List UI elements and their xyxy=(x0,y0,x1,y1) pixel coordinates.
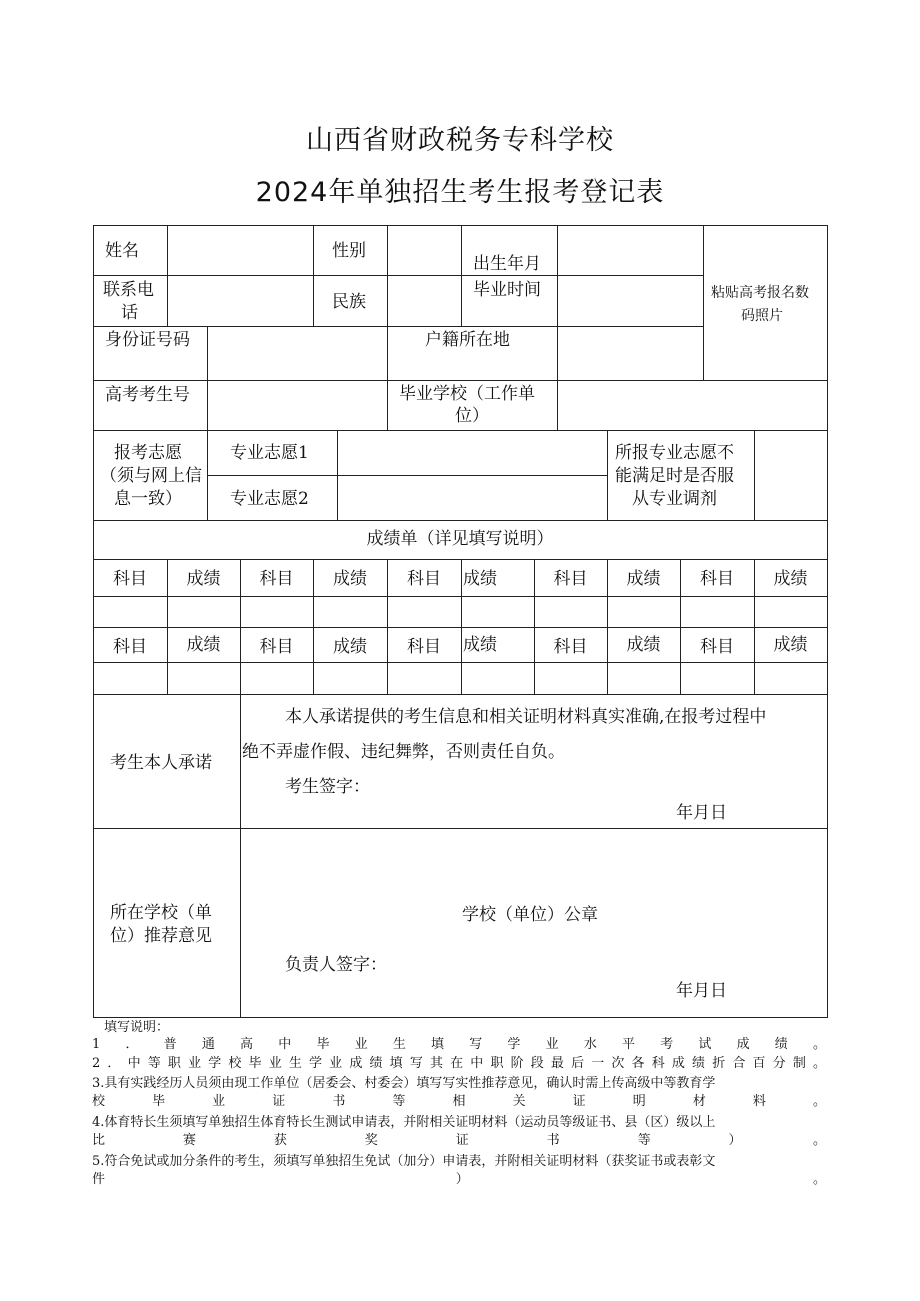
graduation-school-label-line2: 位） xyxy=(455,406,489,426)
note-1: 1．普通高中毕业生填写学业水平考试成绩。 xyxy=(92,1037,826,1052)
subject-header: 科目 xyxy=(113,569,147,589)
adjust-label-line2: 能满足时是否服 xyxy=(615,466,734,486)
note-5-line2: 件）。 xyxy=(92,1172,826,1187)
subject-header: 科目 xyxy=(407,637,441,657)
photo-label-line2: 码照片 xyxy=(741,308,783,324)
note-2: 2．中等职业学校毕业生学业成绩填写其在中职阶段最后一次各科成绩折合百分制。 xyxy=(92,1056,826,1071)
score-header: 成绩 xyxy=(626,569,661,589)
subject-header: 科目 xyxy=(553,637,588,657)
major-wish-1-label: 专业志愿1 xyxy=(230,443,309,463)
promise-date-label: 年月日 xyxy=(676,803,727,823)
note-4-line1: 4.体育特长生须填写单独招生体育特长生测试申请表，并附相关证明材料（运动员等级证书、县（区）级以上 xyxy=(92,1115,716,1130)
notes-title: 填写说明： xyxy=(104,1020,170,1035)
score-header: 成绩 xyxy=(186,569,221,589)
subject-header: 科目 xyxy=(113,637,147,657)
score-header: 成绩 xyxy=(773,635,808,655)
wish-label-line1: 报考志愿 xyxy=(114,443,182,463)
page-title: 山西省财政税务专科学校 xyxy=(306,125,614,156)
subject-header: 科目 xyxy=(259,569,294,589)
promise-label: 考生本人承诺 xyxy=(110,753,212,773)
score-header: 成绩 xyxy=(463,569,497,589)
major-wish-2-label: 专业志愿2 xyxy=(230,489,309,509)
subject-header: 科目 xyxy=(553,569,588,589)
ethnicity-label: 民族 xyxy=(332,292,366,312)
birth-label: 出生年月 xyxy=(473,254,541,274)
gender-label: 性别 xyxy=(332,241,366,261)
score-header: 成绩 xyxy=(626,635,661,655)
subject-header: 科目 xyxy=(259,637,294,657)
note-3-line1: 3.具有实践经历人员须由现工作单位（居委会、村委会）填写写实性推荐意见，确认时需上传高级中等教育学 xyxy=(92,1076,716,1091)
adjust-label-line3: 从专业调剂 xyxy=(632,489,717,509)
recommend-label-line2: 位）推荐意见 xyxy=(110,926,212,946)
note-3-line2: 校毕业证书等相关证明材料。 xyxy=(92,1094,826,1109)
scores-title: 成绩单（详见填写说明） xyxy=(366,529,554,549)
note-4-line2: 比赛获奖证书等）。 xyxy=(92,1133,826,1148)
school-seal-label: 学校（单位）公章 xyxy=(462,905,598,925)
adjust-label-line1: 所报专业志愿不 xyxy=(615,443,734,463)
subject-header: 科目 xyxy=(700,637,734,657)
name-label: 姓名 xyxy=(105,241,139,261)
score-header: 成绩 xyxy=(186,635,221,655)
subject-header: 科目 xyxy=(407,569,441,589)
subject-header: 科目 xyxy=(700,569,734,589)
recommend-label-line1: 所在学校（单 xyxy=(110,903,212,923)
photo-label-line1: 粘贴高考报名数 xyxy=(711,285,809,301)
recommend-date-label: 年月日 xyxy=(676,981,727,1001)
responsible-signature-label: 负责人签字： xyxy=(285,955,387,975)
exam-number-label: 高考考生号 xyxy=(105,385,190,405)
id-number-label: 身份证号码 xyxy=(105,330,190,350)
candidate-signature-label: 考生签字： xyxy=(285,777,370,797)
graduation-school-label-line1: 毕业学校（工作单 xyxy=(399,384,535,404)
note-5-line1: 5.符合免试或加分条件的考生，须填写单独招生免试（加分）申请表，并附相关证明材料（获奖证书或表彰文 xyxy=(92,1154,716,1169)
phone-label-line1: 联系电 xyxy=(103,280,154,300)
promise-text-line1: 本人承诺提供的考生信息和相关证明材料真实准确,在报考过程中 xyxy=(285,707,767,727)
wish-label-line2: （须与网上信 xyxy=(100,466,202,486)
score-header: 成绩 xyxy=(463,635,497,655)
form-title: 2024年单独招生考生报考登记表 xyxy=(255,177,665,208)
household-label: 户籍所在地 xyxy=(425,330,510,350)
score-header: 成绩 xyxy=(333,569,367,589)
score-header: 成绩 xyxy=(333,637,367,657)
graduation-time-label: 毕业时间 xyxy=(473,280,541,300)
promise-text-line2: 绝不弄虚作假、违纪舞弊，否则责任自负。 xyxy=(242,742,565,762)
score-header: 成绩 xyxy=(773,569,808,589)
wish-label-line3: 息一致） xyxy=(114,489,182,509)
phone-label-line2: 话 xyxy=(121,303,138,323)
